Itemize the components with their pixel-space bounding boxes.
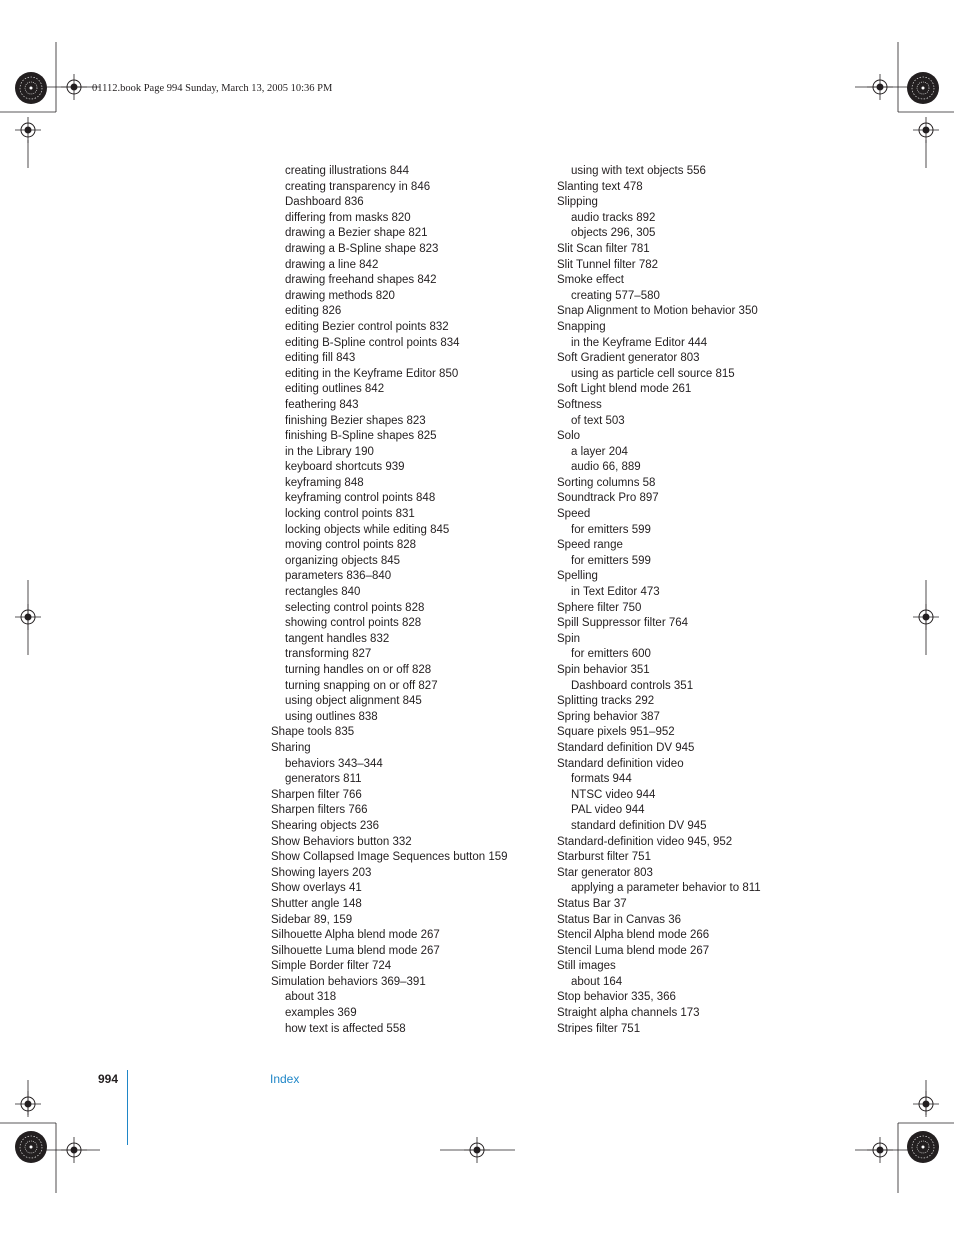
index-entry: Simple Border filter 724: [271, 960, 392, 973]
index-subentry: using with text objects 556: [571, 165, 706, 177]
index-subentry: Dashboard 836: [285, 196, 364, 209]
index-subentry: using outlines 838: [285, 710, 378, 723]
index-subentry: generators 811: [285, 773, 362, 786]
index-entry: Soundtrack Pro 897: [557, 492, 659, 505]
page-number: 994: [98, 1072, 119, 1086]
index-subentry: differing from masks 820: [285, 211, 411, 224]
index-entry: Spill Suppressor filter 764: [557, 617, 689, 630]
index-subentry: in the Library 190: [285, 445, 374, 458]
index-subentry: of text 503: [571, 414, 625, 427]
index-subentry: in the Keyframe Editor 444: [571, 336, 708, 349]
index-subentry: finishing Bezier shapes 823: [285, 414, 426, 427]
index-subentry: rectangles 840: [285, 586, 361, 599]
index-entry: Shearing objects 236: [271, 819, 380, 832]
index-subentry: using object alignment 845: [285, 695, 422, 708]
index-entry: Smoke effect: [557, 274, 624, 287]
index-entry: Sorting columns 58: [557, 476, 656, 489]
index-subentry: in Text Editor 473: [571, 586, 660, 599]
index-entry: Showing layers 203: [271, 866, 372, 879]
section-name: Index: [270, 1072, 300, 1086]
index-subentry: drawing freehand shapes 842: [285, 274, 437, 287]
index-entry: Shape tools 835: [271, 726, 355, 739]
index-entry: Softness: [557, 398, 602, 411]
index-subentry: for emitters 599: [571, 523, 651, 536]
print-header-info: 01112.book Page 994 Sunday, March 13, 2005 10:36 PM: [92, 83, 333, 94]
index-column-left: [271, 164, 541, 1037]
index-entry: Slipping: [557, 196, 598, 209]
index-subentry: behaviors 343–344: [285, 757, 383, 770]
index-subentry: turning snapping on or off 827: [285, 679, 438, 692]
index-subentry: keyboard shortcuts 939: [285, 461, 405, 474]
index-subentry: editing Bezier control points 832: [285, 320, 449, 333]
index-entry: Snap Alignment to Motion behavior 350: [557, 305, 758, 318]
index-entry: Snapping: [557, 320, 606, 333]
index-entry: Starburst filter 751: [557, 851, 651, 864]
index-subentry: PAL video 944: [571, 804, 645, 817]
index-column-right: [557, 164, 857, 1037]
index-entry: Spin: [557, 632, 581, 645]
index-entry: Slanting text 478: [557, 180, 643, 193]
index-subentry: selecting control points 828: [285, 601, 425, 614]
index-entry: Standard definition video: [557, 757, 684, 770]
index-entry: Spelling: [557, 570, 598, 583]
index-entry: Sharing: [271, 741, 311, 754]
index-entry: Standard-definition video 945, 952: [557, 835, 733, 848]
index-entry: Stencil Luma blend mode 267: [557, 944, 710, 957]
index-entry: Show overlays 41: [271, 882, 362, 895]
index-subentry: NTSC video 944: [571, 788, 656, 801]
index-subentry: editing fill 843: [285, 352, 356, 365]
index-subentry: how text is affected 558: [285, 1022, 406, 1035]
index-subentry: transforming 827: [285, 648, 372, 661]
index-entry: Shutter angle 148: [271, 897, 362, 910]
index-subentry: drawing a Bezier shape 821: [285, 227, 428, 240]
index-entry: Status Bar 37: [557, 897, 627, 910]
index-subentry: creating 577–580: [571, 289, 660, 302]
index-entry: Status Bar in Canvas 36: [557, 913, 682, 926]
index-entry: Spring behavior 387: [557, 710, 660, 723]
index-entry: Sharpen filters 766: [271, 804, 368, 817]
footer-rule: [127, 1070, 128, 1145]
index-entry: Soft Gradient generator 803: [557, 352, 700, 365]
index-subentry: keyframing 848: [285, 476, 364, 489]
index-subentry: drawing a line 842: [285, 258, 379, 271]
index-entry: Silhouette Luma blend mode 267: [271, 944, 440, 957]
index-subentry: about 318: [285, 991, 337, 1004]
index-entry: Square pixels 951–952: [557, 726, 675, 739]
index-subentry: locking control points 831: [285, 508, 415, 521]
index-entry: Star generator 803: [557, 866, 653, 879]
index-entry: Stop behavior 335, 366: [557, 991, 676, 1004]
index-subentry: drawing methods 820: [285, 289, 395, 302]
index-entry: Standard definition DV 945: [557, 741, 695, 754]
index-subentry: keyframing control points 848: [285, 492, 436, 505]
index-subentry: objects 296, 305: [571, 227, 656, 240]
index-entry: Sphere filter 750: [557, 601, 642, 614]
index-subentry: tangent handles 832: [285, 632, 390, 645]
index-subentry: feathering 843: [285, 398, 359, 411]
index-entry: Slit Tunnel filter 782: [557, 258, 659, 271]
index-entry: Stripes filter 751: [557, 1022, 641, 1035]
index-subentry: about 164: [571, 975, 623, 988]
index-entry: Still images: [557, 960, 616, 973]
index-subentry: editing B-Spline control points 834: [285, 336, 460, 349]
index-subentry: for emitters 599: [571, 554, 651, 567]
index-subentry: applying a parameter behavior to 811: [571, 882, 761, 895]
index-entry: Show Collapsed Image Sequences button 159: [271, 851, 508, 864]
index-entry: Sharpen filter 766: [271, 788, 362, 801]
index-subentry: Dashboard controls 351: [571, 679, 694, 692]
index-entry: Straight alpha channels 173: [557, 1007, 700, 1020]
index-subentry: audio tracks 892: [571, 211, 656, 224]
index-entry: Silhouette Alpha blend mode 267: [271, 929, 440, 942]
index-subentry: showing control points 828: [285, 617, 422, 630]
index-entry: Soft Light blend mode 261: [557, 383, 692, 396]
index-entry: Slit Scan filter 781: [557, 242, 650, 255]
index-entry: Stencil Alpha blend mode 266: [557, 929, 710, 942]
index-subentry: editing outlines 842: [285, 383, 385, 396]
index-subentry: creating transparency in 846: [285, 180, 431, 193]
index-subentry: formats 944: [571, 773, 632, 786]
index-subentry: for emitters 600: [571, 648, 651, 661]
index-subentry: locking objects while editing 845: [285, 523, 450, 536]
index-subentry: a layer 204: [571, 445, 628, 458]
index-entry: Splitting tracks 292: [557, 695, 655, 708]
index-subentry: examples 369: [285, 1007, 357, 1020]
index-subentry: organizing objects 845: [285, 554, 401, 567]
index-subentry: moving control points 828: [285, 539, 417, 552]
index-subentry: turning handles on or off 828: [285, 664, 432, 676]
index-subentry: drawing a B-Spline shape 823: [285, 242, 439, 255]
index-subentry: editing in the Keyframe Editor 850: [285, 367, 459, 380]
index-entry: Sidebar 89, 159: [271, 913, 353, 926]
index-subentry: parameters 836–840: [285, 570, 392, 583]
index-entry: Solo: [557, 430, 581, 443]
index-entry: Simulation behaviors 369–391: [271, 975, 426, 988]
index-entry: Spin behavior 351: [557, 664, 650, 676]
index-entry: Speed range: [557, 539, 623, 552]
index-subentry: audio 66, 889: [571, 461, 641, 474]
index-entry: Show Behaviors button 332: [271, 835, 412, 848]
index-subentry: standard definition DV 945: [571, 819, 707, 832]
index-subentry: creating illustrations 844: [285, 165, 410, 177]
index-entry: Speed: [557, 508, 591, 521]
index-subentry: editing 826: [285, 305, 342, 318]
index-subentry: finishing B-Spline shapes 825: [285, 430, 437, 443]
index-subentry: using as particle cell source 815: [571, 367, 735, 380]
